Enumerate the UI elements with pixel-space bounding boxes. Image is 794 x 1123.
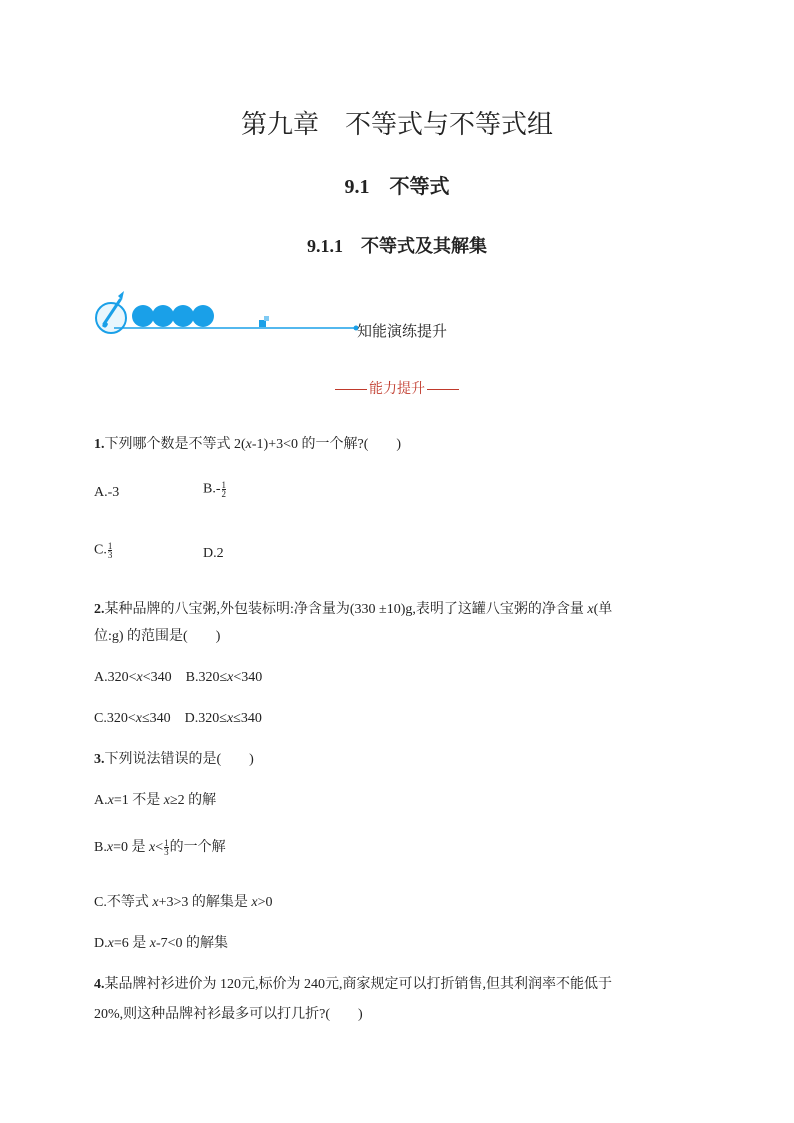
fraction (222, 481, 227, 498)
section-number: 9.1 (344, 176, 370, 198)
option-text: B. (94, 840, 107, 855)
denominator: 2 (221, 489, 226, 499)
fraction (108, 542, 113, 559)
question-4 (94, 973, 612, 993)
numerator: 1 (107, 541, 113, 551)
option-text: =6 是 (113, 936, 150, 951)
q1-option-d: D.2 (203, 546, 224, 561)
section-banner (94, 286, 514, 346)
option-text: =0 是 (113, 840, 149, 855)
q3-option-b (94, 836, 226, 856)
question-2 (94, 598, 612, 618)
fraction (164, 839, 169, 856)
dot-3 (172, 305, 194, 327)
section-name: 不等式 (389, 174, 450, 198)
brush-icon (96, 291, 126, 333)
variable-x: x (148, 840, 156, 855)
question-1 (94, 433, 401, 453)
option-text: +3>3 的解集是 (158, 895, 252, 910)
variable-x: x (152, 895, 159, 910)
subsection-name: 不等式及其解集 (361, 236, 487, 257)
variable-x: x (107, 793, 114, 808)
option-text: =1 不是 (113, 793, 164, 808)
variable-x: x (136, 670, 143, 685)
subsection-title (0, 232, 794, 258)
option-text: -7<0 的解集 (155, 936, 229, 951)
square-icon (259, 316, 269, 327)
q3-option-d (94, 932, 228, 952)
sub-heading-left-line (335, 389, 367, 390)
option-text: 的一个解 (169, 840, 226, 855)
option-text: A. (94, 793, 108, 808)
question-number: 3. (94, 752, 105, 767)
question-text: 某种品牌的八宝粥,外包装标明:净含量为(330 ±10)g,表明了这罐八宝粥的净含量 (104, 602, 588, 617)
question-text: 下列说法错误的是( ) (104, 752, 254, 767)
option-text: < (155, 840, 164, 855)
sub-heading-right-line (427, 389, 459, 390)
banner-label: 知能演练提升 (357, 322, 448, 340)
q3-option-c (94, 891, 272, 911)
variable-x: x (227, 670, 234, 685)
option-text: ≤340 D.320≤ (141, 711, 227, 726)
variable-x: x (245, 437, 252, 452)
denominator: 3 (107, 550, 113, 560)
option-text: C.不等式 (94, 895, 153, 910)
question-4-line-2: 20%,则这种品牌衬衫最多可以打几折?( ) (94, 1007, 363, 1022)
q1-option-c (94, 542, 113, 559)
question-number: 1. (94, 437, 105, 452)
variable-x: x (251, 895, 258, 910)
variable-x: x (149, 936, 156, 951)
option-prefix: B.- (203, 481, 221, 497)
question-3 (94, 748, 254, 768)
option-text: <340 B.320≤ (142, 670, 228, 685)
q2-options-ab (94, 666, 262, 686)
subsection-number: 9.1.1 (307, 236, 343, 256)
option-text: ≥2 的解 (169, 793, 217, 808)
option-text: D. (94, 936, 108, 951)
question-2-line-2: 位:g) 的范围是( ) (94, 629, 221, 644)
option-text: A.320< (94, 670, 137, 685)
variable-x: x (163, 793, 170, 808)
numerator: 1 (221, 480, 226, 490)
variable-x: x (135, 711, 142, 726)
sub-heading (0, 378, 794, 398)
question-number: 4. (94, 977, 105, 992)
variable-x: x (587, 602, 594, 617)
question-text: 某品牌衬衫进价为 120元,标价为 240元,商家规定可以打折销售,但其利润率不能低于 (104, 977, 612, 992)
q1-option-b (203, 481, 227, 498)
banner-graphic (94, 286, 514, 346)
option-text: C.320< (94, 711, 136, 726)
option-prefix: C. (94, 542, 107, 558)
dot-2 (152, 305, 174, 327)
question-number: 2. (94, 602, 105, 617)
option-text: ≤340 (233, 711, 262, 726)
q3-option-a (94, 789, 216, 809)
q1-option-a: A.-3 (94, 485, 120, 500)
numerator: 1 (164, 838, 169, 849)
variable-x: x (106, 840, 114, 855)
variable-x: x (107, 936, 114, 951)
sub-heading-text: 能力提升 (369, 381, 425, 397)
dot-4 (192, 305, 214, 327)
dot-1 (132, 305, 154, 327)
q2-options-cd (94, 707, 262, 727)
section-title (0, 170, 794, 199)
option-text: >0 (257, 895, 273, 910)
variable-x: x (226, 711, 234, 726)
question-text: -1)+3<0 的一个解?( ) (251, 437, 402, 452)
question-text: 下列哪个数是不等式 2( (104, 437, 246, 452)
option-text: <340 (233, 670, 263, 685)
denominator: 3 (164, 847, 169, 858)
chapter-title: 第九章 不等式与不等式组 (240, 110, 553, 140)
question-text: (单 (593, 602, 613, 617)
